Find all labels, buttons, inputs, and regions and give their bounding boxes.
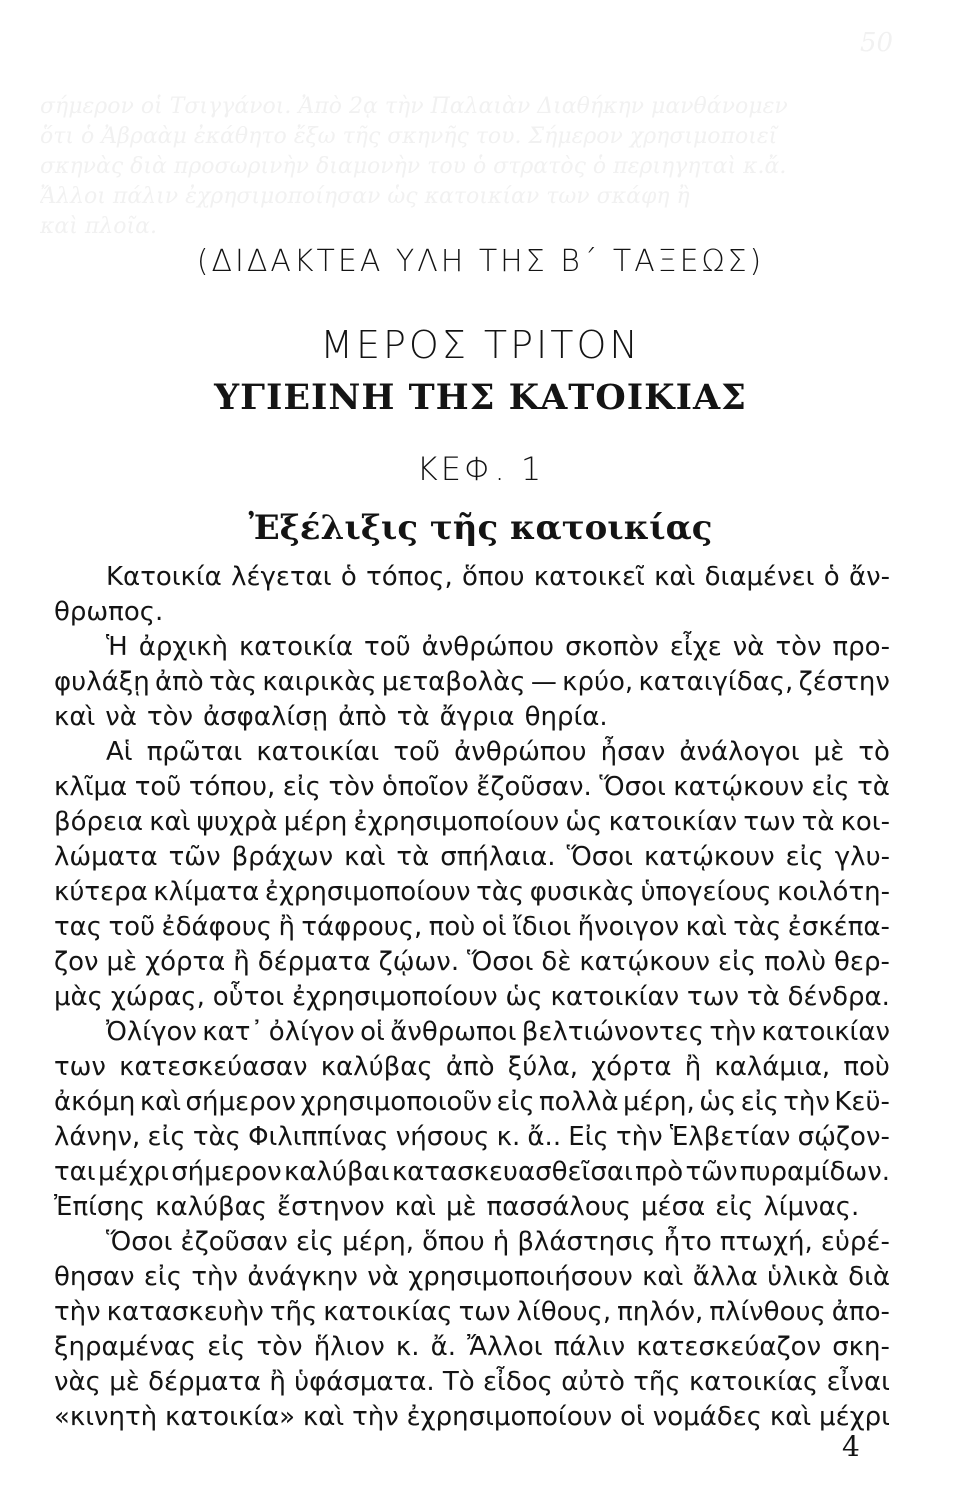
word: πολὺ [764, 947, 827, 977]
word: καὶ [344, 842, 386, 872]
word: ζῴων. [378, 947, 460, 977]
word: ὑφάσματα. [294, 1367, 435, 1397]
word: καλύβαι [284, 1157, 390, 1187]
word: ὁ [340, 562, 357, 592]
word: ὑπογείους [640, 877, 772, 907]
word: πλίνθους [709, 1297, 826, 1327]
word: εἰς [785, 842, 824, 872]
word: τὴν [54, 1297, 101, 1327]
word: Ὅσοι [566, 842, 633, 872]
word: χόρτα [145, 947, 226, 977]
word: πασσάλους [486, 1192, 632, 1222]
word: καταιγίδας, [638, 667, 794, 697]
word: εἰς [715, 1192, 754, 1222]
word: κ. [496, 1122, 521, 1152]
word: Ὅσοι [467, 947, 534, 977]
word: ἢ [684, 1052, 702, 1082]
word: καὶ [394, 1192, 436, 1222]
word: ὅπου [422, 1227, 485, 1257]
word: σήμερον [185, 1087, 297, 1117]
word: ἔστηνον [277, 1192, 385, 1222]
word: Αἱ [106, 737, 133, 767]
word: κατεσκεύαζον [636, 1332, 822, 1362]
word: εἰς [147, 1122, 186, 1152]
word: ἢ [269, 1367, 286, 1397]
word: οἱ [620, 1402, 645, 1432]
word: ἀνάλογοι [679, 737, 800, 767]
word: οἱ [481, 912, 507, 942]
word: βράχων [231, 842, 334, 872]
text-line [54, 910, 890, 945]
word: τῆς [633, 1367, 681, 1397]
word: δένδρα. [787, 982, 890, 1012]
word: ἀπο- [831, 1297, 890, 1327]
word: ἄγρια [439, 702, 515, 732]
word: Ἄλλοι [467, 1332, 543, 1362]
word: μέχρι [819, 1402, 890, 1432]
word: φυλάξῃ [54, 667, 150, 697]
text-line [54, 1295, 890, 1330]
word: των [54, 1052, 106, 1082]
word: τὴν [615, 1122, 663, 1152]
word: ἡ [492, 1227, 510, 1257]
word: κατασκευὴν [106, 1297, 264, 1327]
word: ὡς [565, 807, 603, 837]
word: τοῦ [364, 632, 411, 662]
word: ζέστην [798, 667, 890, 697]
word: λίθους, [516, 1297, 612, 1327]
word: ἔζοῦσαν. [476, 772, 592, 802]
word: κύτερα [54, 877, 148, 907]
word: λίμνας. [763, 1192, 860, 1222]
word: σκη- [832, 1332, 890, 1362]
word: σπήλαια. [440, 842, 556, 872]
text-line [54, 665, 890, 700]
text-line [54, 700, 890, 735]
word: ἐσκέπα- [787, 912, 890, 942]
word: τὴν [709, 1017, 756, 1047]
word: Εἰς [568, 1122, 609, 1152]
word: ται [54, 1157, 96, 1187]
word: των [458, 1297, 511, 1327]
word: ἦτο [663, 1227, 712, 1257]
text-line [54, 735, 890, 770]
word: λάνην, [54, 1122, 141, 1152]
word: κατασκευασθεῖσαι [391, 1157, 633, 1187]
word: φυσικὰς [529, 877, 635, 907]
word: Ἑλβετίαν [669, 1122, 791, 1152]
word: νὰ [367, 1262, 399, 1292]
word: κλῖμα [54, 772, 128, 802]
word: πρῶται [146, 737, 243, 767]
word: ἀσφαλίσῃ [203, 702, 329, 732]
word: τοῦ [108, 912, 156, 942]
word: χόρτα [591, 1052, 672, 1082]
word: των [687, 982, 739, 1012]
word: ἄν- [848, 562, 890, 592]
word: τὰς [208, 667, 258, 697]
word: κατῴκουν [579, 947, 711, 977]
word: Τὸ [442, 1367, 475, 1397]
word: ξύλα, [507, 1052, 579, 1082]
word: κατοικίαν [608, 807, 738, 837]
text-line [54, 1225, 890, 1260]
chapter-title: Ἐξέλιξις τῆς κατοικίας [248, 508, 713, 548]
word: κατῴκουν [643, 842, 775, 872]
word: πρὸ [635, 1157, 684, 1187]
word: ἀπὸ [445, 1052, 495, 1082]
text-line [54, 1365, 890, 1400]
word: καὶ [139, 1087, 182, 1117]
word: αὐτὸ [561, 1367, 625, 1397]
word: κλίματα [153, 877, 260, 907]
syllabus-note: (ΔΙΔΑΚΤΕΑ ΥΛΗ ΤΗΣ Β΄ ΤΑΞΕΩΣ) [196, 244, 765, 279]
word: Ἡ [106, 632, 128, 662]
word: — [530, 667, 557, 697]
word: τὸν [256, 1332, 303, 1362]
word: κατοικίαι [256, 737, 380, 767]
word: πυραμίδων. [739, 1157, 890, 1187]
word: χρησιμοποιήσουν [408, 1262, 633, 1292]
word: ὡς [699, 1087, 737, 1117]
word: εἰς [811, 772, 850, 802]
word: πολλὰ [539, 1087, 619, 1117]
word: κατοικία [238, 632, 354, 662]
word: οὗτοι [212, 982, 285, 1012]
word: διὰ [848, 1262, 890, 1292]
word: εἰς [207, 1332, 246, 1362]
word: καὶ [54, 702, 96, 732]
word: ποὺ [843, 1052, 890, 1082]
word: ἄ. [430, 1332, 456, 1362]
word: κατοικίας [688, 1367, 819, 1397]
word: μεταβολὰς [381, 667, 526, 697]
word: ἢ [278, 912, 295, 942]
word: ποὺ [428, 912, 476, 942]
word: διαμένει [704, 562, 815, 592]
word: κοι- [840, 807, 890, 837]
word: δέρματα [148, 1367, 262, 1397]
word: νήσους [395, 1122, 490, 1152]
word: χώρας, [110, 982, 205, 1012]
word: τῶν [685, 1157, 738, 1187]
text-line [54, 1120, 890, 1155]
word: θηρία. [524, 702, 608, 732]
word: ἀρχικὴ [138, 632, 228, 662]
word: κρύο, [562, 667, 634, 697]
word: τὰ [801, 807, 835, 837]
word: σῴζον- [797, 1122, 890, 1152]
word: καὶ [685, 912, 727, 942]
text-line [54, 840, 890, 875]
word: πάλιν [553, 1332, 626, 1362]
word: «κινητὴ [54, 1402, 158, 1432]
word: τὰ [746, 982, 780, 1012]
word: καιρικὰς [262, 667, 377, 697]
word: εἰς [282, 772, 321, 802]
word: ἀνθρώπου [421, 632, 555, 662]
word: ἐδάφους [161, 912, 273, 942]
word: ἴδιοι [512, 912, 572, 942]
text-line [54, 1085, 890, 1120]
word: τόπου, [188, 772, 276, 802]
word: ἦσαν [600, 737, 666, 767]
word: κατοικίας [323, 1297, 453, 1327]
word: καλάμια, [714, 1052, 831, 1082]
page-number: 4 [842, 1430, 860, 1463]
word: μὲ [445, 1192, 477, 1222]
show-through-page-number: 50 [860, 28, 894, 58]
word: ἄνθρωποι [390, 1017, 517, 1047]
word: πτωχή, [719, 1227, 813, 1257]
word: καὶ [654, 562, 696, 592]
word: Ὅσοι [599, 772, 666, 802]
word: εἰς [717, 947, 757, 977]
word: τὰς [192, 1122, 241, 1152]
word: τὴν [352, 1402, 399, 1432]
word: τας [54, 912, 103, 942]
word: μέχρι [97, 1157, 169, 1187]
word: μὲ [109, 1367, 140, 1397]
word: πηλόν, [617, 1297, 704, 1327]
word: ὁ [823, 562, 840, 592]
word: λέγεται [231, 562, 332, 592]
word: τὴν [191, 1262, 238, 1292]
word: Ὅσοι [106, 1227, 173, 1257]
word: ἀπὸ [154, 667, 204, 697]
word: σκοπὸν [565, 632, 659, 662]
word: εἰς [496, 1087, 535, 1117]
word: τὰς [476, 877, 525, 907]
word: καὶ [769, 1402, 812, 1432]
word: κατοικεῖ [533, 562, 645, 592]
word: ὑλικὰ [767, 1262, 839, 1292]
show-through-line: σήμερον οἱ Τσιγγάνοι. Ἀπὸ 2ᾳ τὴν Παλαιὰν Διαθήκην μανθάνομεν [40, 94, 788, 119]
text-line [54, 595, 890, 630]
word: καλύβας [155, 1192, 268, 1222]
show-through-line: Ἄλλοι πάλιν ἐχρησιμοποίησαν ὡς κατοικίαν των σκάφη ἢ [40, 184, 690, 209]
word: τοῦ [393, 737, 440, 767]
word: καλύβας [320, 1052, 433, 1082]
word: μέσα [641, 1192, 706, 1222]
word: τὴν [783, 1087, 830, 1117]
word: τὰ [396, 702, 430, 732]
word: κατ᾽ [202, 1017, 264, 1047]
word: μέρη [283, 807, 348, 837]
word: μέρη, [622, 1087, 695, 1117]
word: εἶδος [483, 1367, 553, 1397]
word: ἀνάγκην [247, 1262, 358, 1292]
word: μὰς [54, 982, 103, 1012]
word: τὸν [146, 702, 194, 732]
word: εἰς [740, 1087, 779, 1117]
word: Ἐπίσης [54, 1192, 146, 1222]
text-line [54, 630, 890, 665]
word: τάφρους, [301, 912, 423, 942]
text-line [54, 1155, 890, 1190]
word: καὶ [642, 1262, 684, 1292]
word: ἐζοῦσαν [180, 1227, 288, 1257]
word: δὲ [541, 947, 572, 977]
word: ἐχρησιμοποίουν [353, 807, 560, 837]
word: ὀλίγον [268, 1017, 355, 1047]
word: Ὀλίγον [106, 1017, 197, 1047]
word: νὰς [54, 1367, 101, 1397]
word: κατοικίαν [550, 982, 680, 1012]
word: ἢ [233, 947, 250, 977]
word: εὑρέ- [820, 1227, 890, 1257]
word: ἄλλα [692, 1262, 758, 1292]
show-through-line: σκηνὰς διὰ προσωρινὴν διαμονὴν του ὁ στρατὸς ὁ περιηγηταὶ κ.ἄ. [40, 154, 787, 179]
text-line [54, 1260, 890, 1295]
word: λώματα [54, 842, 158, 872]
word: Φιλιππίνας [248, 1122, 389, 1152]
word: ἥλιον [313, 1332, 385, 1362]
subject-title: ΥΓΙΕΙΝΗ ΤΗΣ ΚΑΤΟΙΚΙΑΣ [214, 377, 747, 418]
word: κ. [395, 1332, 420, 1362]
word: μέρη, [342, 1227, 415, 1257]
word: εἶχε [669, 632, 722, 662]
show-through-line: καὶ πλοῖα. [40, 214, 158, 239]
word: νομάδες [652, 1402, 763, 1432]
word: βόρεια [54, 807, 143, 837]
word: τὸ [858, 737, 890, 767]
word: ἐχρησιμοποίουν [264, 877, 471, 907]
word: ὡς [505, 982, 543, 1012]
word: τὸν [328, 772, 375, 802]
word: τὰ [396, 842, 430, 872]
show-through-line: ὅτι ὁ Ἀβραὰμ ἐκάθητο ἔξω τῆς σκηνῆς του. Σήμερον χρησιμοποιεῖ [40, 124, 778, 149]
word: κοιλότη- [777, 877, 890, 907]
word: εἰς [295, 1227, 335, 1257]
word: καὶ [302, 1402, 345, 1432]
word: τῆς [269, 1297, 318, 1327]
word: οἱ [360, 1017, 385, 1047]
word: ψυχρὰ [196, 807, 278, 837]
word: κατεσκεύασαν [119, 1052, 308, 1082]
part-title: ΜΕΡΟΣ ΤΡΙΤΟΝ [320, 323, 641, 367]
word: Κεϋ- [834, 1087, 890, 1117]
word: γλυ- [834, 842, 890, 872]
word: εἰς [143, 1262, 182, 1292]
word: νὰ [105, 702, 137, 732]
word: ὁποῖον [382, 772, 469, 802]
text-line [54, 560, 890, 595]
word: προ- [832, 632, 890, 662]
word: ἐχρησιμοποίουν [406, 1402, 613, 1432]
word: δέρματα [257, 947, 371, 977]
word: μὲ [106, 947, 138, 977]
body-text [54, 560, 890, 1435]
chapter-label: ΚΕΦ. 1 [416, 450, 545, 488]
text-line [54, 1190, 890, 1225]
word: ἤνοιγον [577, 912, 680, 942]
word: των [743, 807, 796, 837]
word: νὰ [732, 632, 765, 662]
word: Κατοικία [106, 562, 222, 592]
text-line [54, 1400, 890, 1435]
word: θερ- [834, 947, 890, 977]
word: σήμερον [171, 1157, 282, 1187]
word: ἀπὸ [338, 702, 387, 732]
word: κατοικία» [165, 1402, 296, 1432]
word: εἶναι [826, 1367, 890, 1397]
word: τὰς [733, 912, 782, 942]
word: τὸν [775, 632, 822, 662]
text-line [54, 945, 890, 980]
word: βελτιώνοντες [521, 1017, 704, 1047]
word: τὰ [857, 772, 890, 802]
word: ἀνθρώπου [454, 737, 587, 767]
word: τόπος, [366, 562, 453, 592]
text-line [54, 980, 890, 1015]
word: βλάστησις [517, 1227, 656, 1257]
word: τῶν [168, 842, 221, 872]
text-line [54, 875, 890, 910]
word: ἐχρησιμοποίουν [292, 982, 498, 1012]
word: χρησιμοποιοῦν [300, 1087, 493, 1117]
word: θησαν [54, 1262, 135, 1292]
word: ζον [54, 947, 99, 977]
word: θρωπος. [54, 597, 164, 627]
word: ἀκόμη [54, 1087, 136, 1117]
word: ἄ.. [527, 1122, 562, 1152]
word: ὅπου [462, 562, 525, 592]
text-line [54, 1050, 890, 1085]
word: ξηραμένας [54, 1332, 197, 1362]
text-line [54, 805, 890, 840]
text-line [54, 770, 890, 805]
word: καὶ [149, 807, 191, 837]
word: κατῴκουν [673, 772, 804, 802]
word: μὲ [813, 737, 845, 767]
word: τοῦ [134, 772, 182, 802]
text-line [54, 1330, 890, 1365]
word: κατοικίαν [761, 1017, 890, 1047]
text-line [54, 1015, 890, 1050]
